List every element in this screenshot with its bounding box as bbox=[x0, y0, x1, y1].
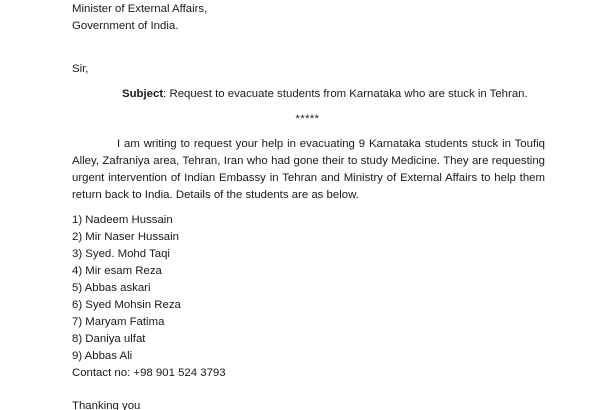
contact-line: Contact no: +98 901 524 3793 bbox=[72, 367, 226, 379]
student-item: 5) Abbas askari bbox=[72, 282, 151, 294]
student-item: 7) Maryam Fatima bbox=[72, 316, 165, 328]
student-item: 3) Syed. Mohd Taqi bbox=[72, 248, 170, 260]
student-item: 2) Mir Naser Hussain bbox=[72, 231, 179, 243]
subject-line bbox=[122, 88, 528, 100]
student-item: 4) Mir esam Reza bbox=[72, 265, 162, 277]
student-item: 6) Syed Mohsin Reza bbox=[72, 299, 181, 311]
salutation: Sir, bbox=[72, 63, 89, 75]
closing-line: Thanking you bbox=[72, 400, 141, 410]
subject-label: Subject bbox=[122, 88, 164, 100]
student-item: 1) Nadeem Hussain bbox=[72, 214, 173, 226]
body-paragraph: I am writing to request your help in evacuating 9 Karnataka students stuck in Toufiq Alley, Zafraniya area, Tehran, Iran who had gone their to study Medicine. They are requesting urgent intervention of Indian Embassy in Tehran and Ministry of External Affairs to help them return back to India. Details of the students are as below. bbox=[72, 138, 545, 201]
recipient-line-1: Minister of External Affairs, bbox=[72, 3, 208, 15]
student-item: 9) Abbas Ali bbox=[72, 350, 133, 362]
student-item: 8) Daniya ulfat bbox=[72, 333, 146, 345]
separator-stars: ***** bbox=[295, 113, 320, 125]
student-list bbox=[72, 212, 226, 382]
subject-text: : Request to evacuate students from Karnataka who are stuck in Tehran. bbox=[163, 88, 528, 100]
recipient-line-2: Government of India. bbox=[72, 20, 179, 32]
